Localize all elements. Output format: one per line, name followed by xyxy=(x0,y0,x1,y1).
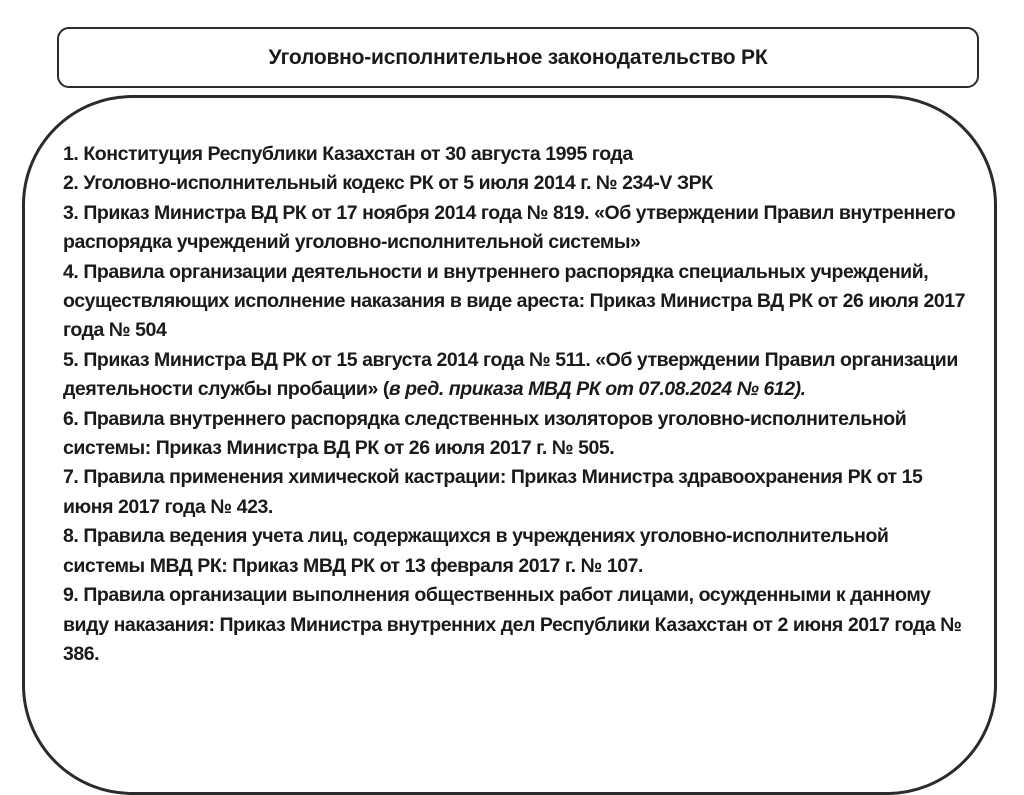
list-item xyxy=(63,346,968,405)
list-item-text: 1. Конституция Республики Казахстан от 30 августа 1995 года xyxy=(63,143,633,165)
list-item xyxy=(63,522,968,581)
page-title: Уголовно-исполнительное законодательство РК xyxy=(268,45,768,69)
list-item-text: 4. Правила организации деятельности и внутреннего распорядка специальных учреждений, осуществляющих исполнение наказания в виде ареста: Приказ Министра ВД РК от 26 июля 2017 года № 504 xyxy=(63,260,966,342)
list-item-note: в ред. приказа МВД РК от 07.08.2024 № 612). xyxy=(388,378,806,401)
list-item-text: 2. Уголовно-исполнительный кодекс РК от 5 июля 2014 г. № 234-V ЗРК xyxy=(63,172,713,195)
list-item-text: 5. Приказ Министра ВД РК от 15 августа 2014 года № 511. «Об утверждении Правил организации деятельности службы пробации» ( xyxy=(63,348,958,401)
title-box xyxy=(57,27,979,88)
list-item xyxy=(63,140,968,169)
list-item-text: 9. Правила организации выполнения общественных работ лицами, осужденными к данному виду наказания: Приказ Министра внутренних дел Республики Казахстан от 2 июня 2017 года № 386. xyxy=(63,584,962,665)
list-item xyxy=(63,405,968,464)
list-item xyxy=(63,199,968,258)
list-item xyxy=(63,258,968,346)
list-item xyxy=(63,463,968,522)
list-item xyxy=(63,581,968,669)
list-item-text: 3. Приказ Министра ВД РК от 17 ноября 2014 года № 819. «Об утверждении Правил внутреннего распорядка учреждений уголовно-исполнительной системы» xyxy=(63,201,956,254)
list-item-text: 8. Правила ведения учета лиц, содержащихся в учреждениях уголовно-исполнительной системы МВД РК: Приказ МВД РК от 13 февраля 2017 г. № 107. xyxy=(63,525,889,577)
list-item xyxy=(63,169,968,198)
legislation-list xyxy=(63,140,968,669)
list-item-text: 6. Правила внутреннего распорядка следственных изоляторов уголовно-исполнительной системы: Приказ Министра ВД РК от 26 июля 2017 г. № 505. xyxy=(63,407,907,460)
list-item-text: 7. Правила применения химической кастрации: Приказ Министра здравоохранения РК от 15 июня 2017 года № 423. xyxy=(63,466,923,518)
